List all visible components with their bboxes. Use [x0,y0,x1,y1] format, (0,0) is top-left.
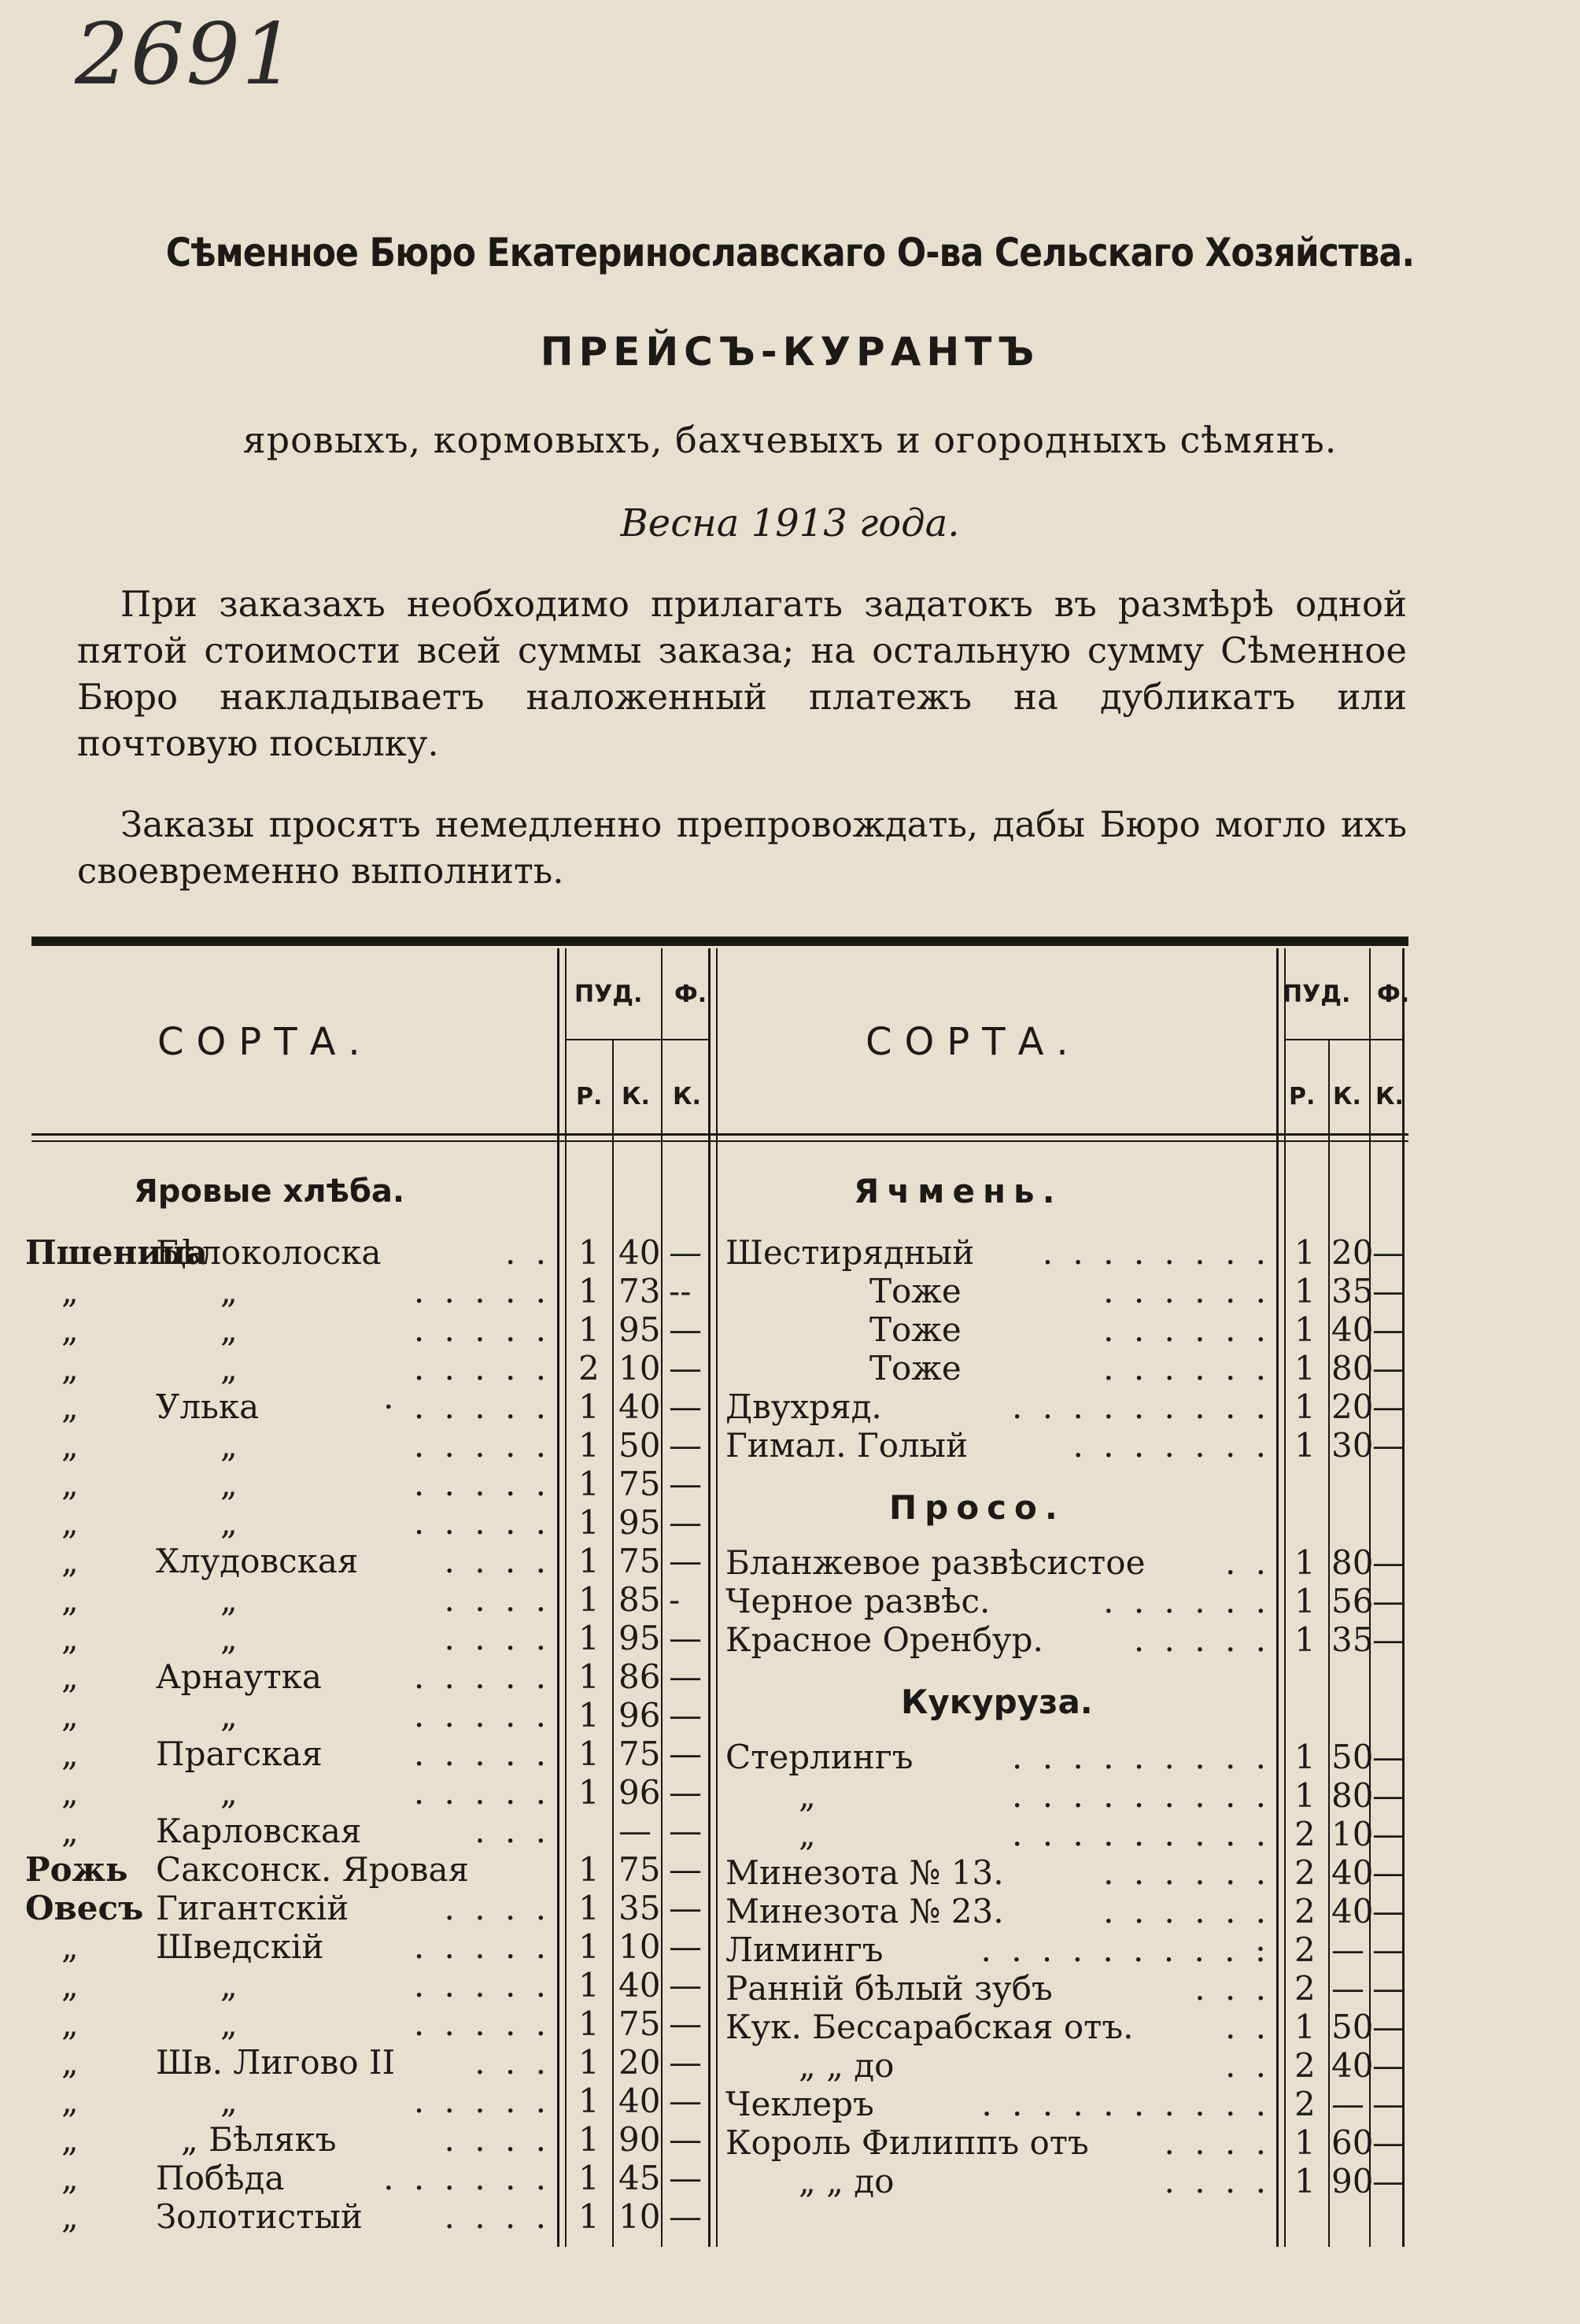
left-row-kop: 95 [618,1619,661,1657]
right-row-kop: — [1331,1931,1364,1969]
left-row-leader: . . . . . [413,1657,551,1696]
left-row-name: „ [220,1426,238,1465]
right-row-name: Бланжевое развѣсистое [725,1543,1146,1582]
left-row-kop: 95 [618,1310,661,1349]
left-row-leader: . . . . . [413,1426,551,1465]
right-row-kop: — [1331,1969,1364,2008]
right-row-fkop: — [1372,1582,1405,1620]
left-row-rub: 1 [578,2120,600,2159]
left-row-rub: 1 [578,1465,600,1503]
left-row-name: Шведскій [156,1927,324,1966]
right-row-rub: 1 [1294,1582,1316,1620]
right-row-kop: 50 [1331,1738,1374,1776]
right-row-rub: 2 [1294,2085,1316,2123]
right-row-kop: — [1331,2085,1364,2123]
left-row-fkop: — [669,2120,702,2159]
left-row-leader: . . . . . [413,1735,551,1773]
left-row-kop: 85 [618,1580,661,1619]
left-row-kop: 40 [618,1233,661,1272]
left-row-kop: 45 [618,2159,661,2197]
right-row-rub: 1 [1294,1349,1316,1387]
left-col-rule-6 [716,948,718,2247]
left-row-group: „ [61,1773,79,1812]
left-row-rub: 1 [578,2197,600,2236]
left-row-fkop: — [669,1773,702,1812]
left-row-fkop: — [669,1889,702,1927]
left-row-group: „ [61,1735,79,1773]
left-row-rub: 1 [578,1619,600,1657]
right-row-rub: 2 [1294,1815,1316,1853]
right-row-fkop: — [1372,1426,1405,1465]
left-pud-header: ПУД. [574,981,643,1008]
right-row-leader: . . . . . . . . [1042,1233,1271,1272]
left-row-group: „ [61,1927,79,1966]
left-row-leader: . . . . [444,1542,551,1580]
right-row-rub: 1 [1294,1387,1316,1426]
right-f-header: Ф. [1377,981,1410,1008]
right-row-leader: . . . . [1164,2162,1271,2200]
right-row-name: Минезота № 13. [725,1853,1004,1892]
right-row-kop: 35 [1331,1272,1374,1310]
left-row-leader: . . . . . [413,2004,551,2043]
right-row-rub: 1 [1294,2008,1316,2046]
right-row-rub: 2 [1294,1853,1316,1892]
left-row-group: „ [61,2197,79,2236]
left-row-rub: 1 [578,1503,600,1542]
right-row-rub: 2 [1294,2046,1316,2085]
left-col-rule-1 [557,948,559,2247]
right-row-name: Шестирядный [725,1233,975,1272]
right-row-kop: 50 [1331,2008,1374,2046]
left-row-rub: 1 [578,1426,600,1465]
right-row-rub: 1 [1294,2123,1316,2162]
right-row-fkop: — [1372,1892,1405,1931]
right-row-leader: . . . [1194,1969,1271,2008]
table-header-rule-2 [31,1140,1408,1142]
right-row-kop: 40 [1331,2046,1374,2085]
left-row-group: „ [61,1387,79,1426]
left-row-kop: 40 [618,1387,661,1426]
left-row-leader: . . . . [444,2120,551,2159]
right-row-name: Тоже [869,1349,962,1387]
left-row-name: „ [220,1966,238,2004]
left-row-name: „ [220,1696,238,1735]
right-row-fkop: — [1372,1620,1405,1659]
right-row-fkop: — [1372,2046,1405,2085]
left-row-name: Бѣлоколоска [156,1233,382,1272]
left-row-name: „ [220,1272,238,1310]
left-row-kop: 86 [618,1657,661,1696]
left-row-leader: . . . . [444,1580,551,1619]
right-row-name: Черное развѣс. [725,1582,991,1620]
right-row-kop: 80 [1331,1776,1374,1815]
table-header-rule [31,1133,1408,1136]
right-row-fkop: — [1372,1272,1405,1310]
right-row-leader: . . . . . . [1103,1582,1271,1620]
left-row-group: „ [61,1503,79,1542]
left-row-name: Прагская [156,1735,323,1773]
left-row-leader: . . . . . [413,1310,551,1349]
left-row-fkop: - [669,1580,681,1619]
right-row-kop: 20 [1331,1233,1374,1272]
left-row-rub: 1 [578,1889,600,1927]
left-row-kop: 10 [618,2197,661,2236]
right-row-leader: . . . . . . [1103,1892,1271,1931]
left-row-fkop: — [669,2159,702,2197]
subtitle: яровыхъ, кормовыхъ, бахчевыхъ и огородныхъ сѣмянъ. [242,419,1338,461]
right-row-fkop: — [1372,2123,1405,2162]
left-row-fkop: — [669,1966,702,2004]
organization-title: Сѣменное Бюро Екатеринославскаго О-ва Сельскаго Хозяйства. [165,230,1415,275]
left-sorta-header: СОРТА. [157,1020,373,1064]
right-row-name: Красное Оренбур. [725,1620,1043,1659]
left-k-header: К. [622,1083,650,1110]
season-line: Весна 1913 года. [620,501,960,545]
left-row-leader: . . . . . . [383,2159,551,2197]
right-row-name: Король Филиппъ отъ [725,2123,1089,2162]
left-row-rub: 1 [578,1927,600,1966]
right-row-rub: 2 [1294,1892,1316,1931]
right-row-kop: 40 [1331,1892,1374,1931]
left-row-name: Побѣда [156,2159,285,2197]
right-row-leader: . . . . . . . [1072,1426,1271,1465]
right-r-header: Р. [1289,1083,1316,1110]
left-row-name: Золотистый [156,2197,363,2236]
right-col-rule-2 [1284,948,1286,2247]
left-row-rub: 1 [578,1310,600,1349]
right-col-rule-3 [1328,1039,1330,2247]
left-row-kop: 75 [618,1735,661,1773]
left-row-name: Хлудовская [156,1542,359,1580]
left-col-rule-2 [565,948,567,2247]
left-row-leader: . . . . . [413,2082,551,2120]
right-row-rub: 1 [1294,1233,1316,1272]
left-row-leader: . . . . . [413,1696,551,1735]
right-row-leader: . . . . . . [1103,1853,1271,1892]
right-row-fkop: — [1372,1543,1405,1582]
left-row-leader: · . . . . . [383,1387,551,1426]
right-row-name: Чеклеръ [725,2085,874,2123]
right-pud-underline [1286,1039,1371,1040]
left-row-rub: 1 [578,1966,600,2004]
left-fk-header: К. [673,1083,701,1110]
right-row-rub: 1 [1294,1776,1316,1815]
right-row-name: „ „ до [799,2162,895,2200]
left-row-rub: 1 [578,2043,600,2082]
left-row-kop: 75 [618,1465,661,1503]
left-row-rub: 1 [578,1735,600,1773]
right-row-kop: 60 [1331,2123,1374,2162]
left-row-group: „ [61,1657,79,1696]
left-row-rub: 1 [578,1233,600,1272]
left-row-leader: . . . . . [413,1773,551,1812]
left-col-rule-5 [708,948,711,2247]
left-row-kop: 75 [618,2004,661,2043]
left-row-leader: . . . [474,2043,551,2082]
right-row-kop: 35 [1331,1620,1374,1659]
left-row-fkop: — [669,1426,702,1465]
right-row-fkop: — [1372,1233,1405,1272]
right-row-fkop: — [1372,1387,1405,1426]
left-row-fkop: — [669,1349,702,1387]
right-row-name: Кук. Бессарабская отъ. [725,2008,1134,2046]
left-row-fkop: — [669,1657,702,1696]
left-row-kop: 10 [618,1927,661,1966]
left-row-kop: 40 [618,1966,661,2004]
right-row-kop: 20 [1331,1387,1374,1426]
handwritten-number: 2691 [75,6,297,104]
left-row-name: „ [220,1310,238,1349]
left-r-header: Р. [576,1083,603,1110]
left-row-kop: 40 [618,2082,661,2120]
left-row-group: „ [61,1812,79,1850]
right-row-kop: 80 [1331,1349,1374,1387]
left-row-group: „ [61,1966,79,2004]
right-row-fkop: — [1372,1931,1405,1969]
right-row-rub: 1 [1294,1738,1316,1776]
right-row-fkop: — [1372,1853,1405,1892]
left-row-kop: 75 [618,1542,661,1580]
left-row-kop: 96 [618,1696,661,1735]
right-row-kop: 10 [1331,1815,1374,1853]
left-row-leader: . . . . . [413,1349,551,1387]
left-row-kop: 90 [618,2120,661,2159]
left-row-name: „ [220,1580,238,1619]
left-row-leader: . . . . [444,2197,551,2236]
right-k-header: К. [1333,1083,1361,1110]
right-row-rub: 1 [1294,1272,1316,1310]
right-pud-header: ПУД. [1283,981,1351,1008]
left-f-header: Ф. [674,981,707,1008]
left-row-name: Арнаутка [156,1657,322,1696]
left-row-group: „ [61,1310,79,1349]
left-row-fkop: — [669,1503,702,1542]
left-row-kop: 35 [618,1889,661,1927]
right-row-leader: . . . . . . . . . [1012,1738,1271,1776]
left-row-fkop: — [669,1812,702,1850]
left-row-kop: 10 [618,1349,661,1387]
left-row-leader: . . . [474,1812,551,1850]
left-col-rule-4 [661,948,663,2247]
left-row-leader: . . . . [444,1889,551,1927]
left-row-fkop: — [669,2197,702,2236]
left-row-group: „ [61,1542,79,1580]
right-row-name: Ранній бѣлый зубъ [725,1969,1053,2008]
left-row-fkop: -- [669,1272,692,1310]
left-row-leader: . . . . . [413,1927,551,1966]
left-row-fkop: — [669,1696,702,1735]
right-row-leader: . . . . . . [1103,1272,1271,1310]
left-row-name: „ [220,2082,238,2120]
right-section-title: Просо. [889,1488,1065,1527]
left-row-group: „ [61,1580,79,1619]
right-row-leader: . . [1224,2046,1271,2085]
left-row-leader: . . . . . [413,1272,551,1310]
right-row-rub: 1 [1294,1543,1316,1582]
left-row-name: „ [220,1619,238,1657]
left-row-leader: . . . . [444,1619,551,1657]
right-row-leader: . . . . . . [1103,1310,1271,1349]
right-row-name: Минезота № 23. [725,1892,1004,1931]
left-row-group: „ [61,1272,79,1310]
right-row-name: „ „ до [799,2046,895,2085]
left-row-group: „ [61,1696,79,1735]
table-top-rule [31,937,1408,946]
left-row-group: „ [61,1349,79,1387]
paragraph-deposit: При заказахъ необходимо прилагать задатокъ въ размѣрѣ одной пятой стоимости всей суммы заказа; на остальную сумму Сѣменное Бюро накладываетъ наложенный платежъ на дубликатъ или почтовую посылку. [77,583,1407,764]
left-row-rub: 1 [578,1387,600,1426]
right-row-kop: 30 [1331,1426,1374,1465]
right-row-fkop: — [1372,1776,1405,1815]
right-row-name: Лимингъ [725,1931,884,1969]
left-row-fkop: — [669,1735,702,1773]
left-row-name: Саксонск. Яровая [156,1850,469,1889]
left-row-leader: . . . . . [413,1966,551,2004]
right-row-rub: 1 [1294,1426,1316,1465]
right-row-fkop: — [1372,1815,1405,1853]
right-row-leader: . . . . . . . . . [1012,1776,1271,1815]
right-row-name: Гимал. Голый [725,1426,969,1465]
left-row-fkop: — [669,2043,702,2082]
right-row-fkop: — [1372,2008,1405,2046]
right-row-name: Двухряд. [725,1387,882,1426]
left-row-name: Улька [156,1387,260,1426]
left-row-rub: 1 [578,1696,600,1735]
left-row-rub: 1 [578,1657,600,1696]
left-row-group: „ [61,2082,79,2120]
right-row-leader: . . . . . . . . . [1012,1387,1271,1426]
left-row-name: „ [220,2004,238,2043]
right-fk-header: К. [1375,1083,1404,1110]
left-row-name: Шв. Лигово II [156,2043,396,2082]
price-list-title: ПРЕЙСЪ-КУРАНТЪ [540,329,1040,375]
left-f-underline [663,1039,708,1040]
right-row-leader: . . . . . . . . . [1012,1815,1271,1853]
left-row-rub: 1 [578,2159,600,2197]
left-row-fkop: — [669,1387,702,1426]
left-row-leader: . . . . . [413,1503,551,1542]
left-section-title: Яровые хлѣба. [134,1173,405,1210]
right-row-rub: 2 [1294,1931,1316,1969]
left-row-leader: . . . . . [413,1465,551,1503]
left-row-group: „ [61,1465,79,1503]
left-row-group: „ [61,1619,79,1657]
right-row-name: Тоже [869,1272,962,1310]
left-row-fkop: — [669,1542,702,1580]
right-col-rule-1 [1276,948,1279,2247]
left-row-group: „ [61,2120,79,2159]
left-row-name: Карловская [156,1812,362,1850]
right-row-name: „ [799,1815,816,1853]
left-row-kop: 20 [618,2043,661,2082]
left-row-fkop: — [669,2082,702,2120]
left-row-name: „ [220,1773,238,1812]
left-row-name: Гигантскій [156,1889,349,1927]
right-row-fkop: — [1372,1738,1405,1776]
left-row-fkop: — [669,1619,702,1657]
right-row-fkop: — [1372,1310,1405,1349]
left-row-fkop: — [669,1850,702,1889]
left-row-name: „ Бѣлякъ [181,2120,337,2159]
right-row-kop: 90 [1331,2162,1374,2200]
left-row-rub: 1 [578,1542,600,1580]
right-row-name: Тоже [869,1310,962,1349]
right-row-kop: 40 [1331,1310,1374,1349]
left-row-kop: 95 [618,1503,661,1542]
left-row-group: „ [61,2159,79,2197]
right-row-name: Стерлингъ [725,1738,914,1776]
right-row-leader: . . . . . . [1103,1349,1271,1387]
left-row-group: „ [61,2043,79,2082]
right-row-rub: 1 [1294,2162,1316,2200]
right-row-fkop: — [1372,1349,1405,1387]
right-sorta-header: СОРТА. [866,1020,1081,1064]
right-f-underline [1371,1039,1404,1040]
left-row-group: Пшеница [25,1233,208,1272]
left-row-rub: 1 [578,1272,600,1310]
left-row-kop: 73 [618,1272,661,1310]
right-row-leader: . . . . . . . . . : [980,1931,1271,1969]
left-row-leader: . . [504,1233,551,1272]
right-row-kop: 40 [1331,1853,1374,1892]
left-row-name: „ [220,1503,238,1542]
left-row-rub: 1 [578,1580,600,1619]
paragraph-orders: Заказы просятъ немедленно препровождать, дабы Бюро могло ихъ своевременно выполнить. [77,804,1407,892]
left-row-group: „ [61,1426,79,1465]
left-row-kop: 96 [618,1773,661,1812]
left-row-group: Рожь [25,1850,128,1889]
left-row-name: „ [220,1349,238,1387]
left-row-fkop: — [669,1233,702,1272]
left-row-name: „ [220,1465,238,1503]
right-row-fkop: — [1372,2085,1405,2123]
left-row-group: „ [61,2004,79,2043]
right-row-rub: 1 [1294,1310,1316,1349]
right-row-leader: . . . . . . . . . . [981,2085,1271,2123]
left-row-rub: 1 [578,2082,600,2120]
right-row-fkop: — [1372,1969,1405,2008]
right-row-leader: . . [1224,2008,1271,2046]
left-row-kop: — [618,1812,652,1850]
right-row-rub: 2 [1294,1969,1316,2008]
right-row-leader: . . . . [1164,2123,1271,2162]
left-row-rub: 1 [578,2004,600,2043]
left-row-rub: 2 [578,1349,600,1387]
left-row-rub: 1 [578,1850,600,1889]
left-row-kop: 50 [618,1426,661,1465]
left-row-rub: 1 [578,1773,600,1812]
left-row-kop: 75 [618,1850,661,1889]
right-row-leader: . . . . . [1133,1620,1271,1659]
right-row-rub: 1 [1294,1620,1316,1659]
left-row-group: Овесъ [25,1889,144,1927]
right-row-fkop: — [1372,2162,1405,2200]
right-row-kop: 56 [1331,1582,1374,1620]
right-row-name: „ [799,1776,816,1815]
right-section-title: Кукуруза. [901,1683,1093,1721]
right-row-leader: . . [1224,1543,1271,1582]
left-row-fkop: — [669,1927,702,1966]
right-section-title: Ячмень. [854,1172,1063,1210]
left-row-fkop: — [669,1465,702,1503]
left-row-fkop: — [669,1310,702,1349]
right-row-kop: 80 [1331,1543,1374,1582]
left-row-fkop: — [669,2004,702,2043]
left-pud-underline [567,1039,663,1040]
left-col-rule-3 [612,1039,614,2247]
